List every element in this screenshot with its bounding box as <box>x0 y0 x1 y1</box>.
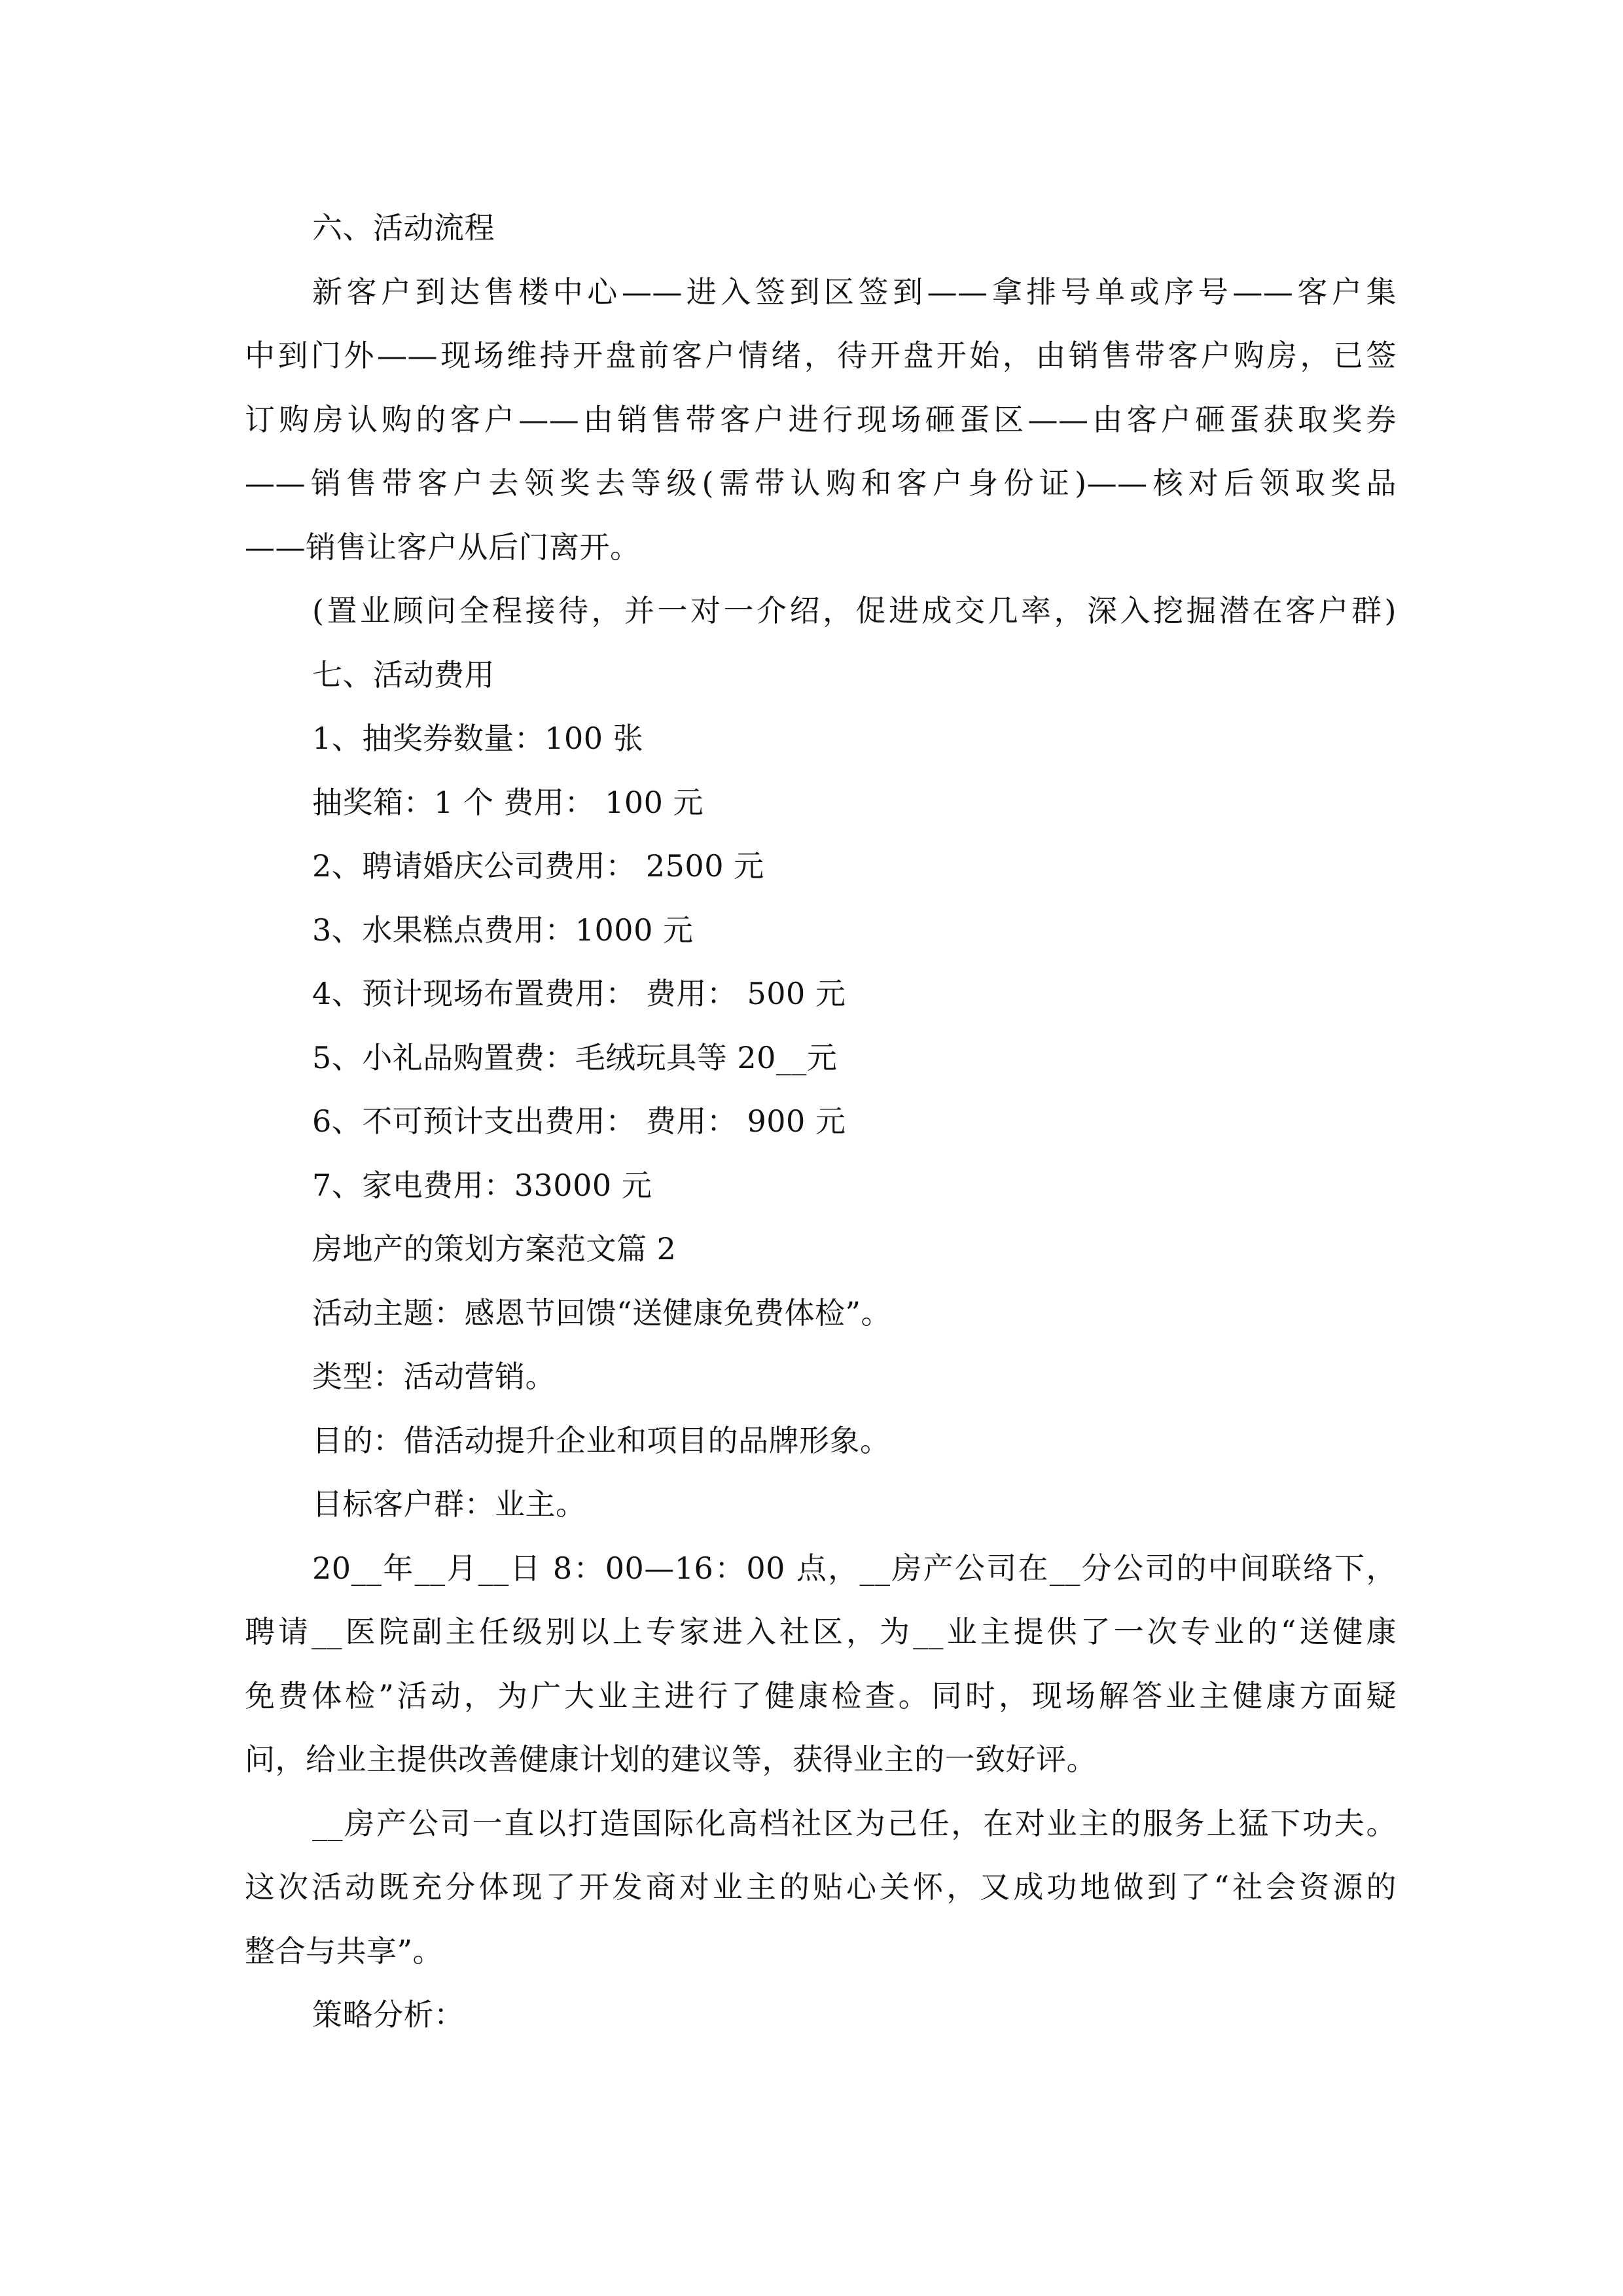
target-customers: 目标客户群：业主。 <box>312 1486 586 1522</box>
paragraph-line: 免费体检”活动，为广大业主进行了健康检查。同时，现场解答业主健康方面疑 <box>245 1677 1397 1713</box>
cost-item: 5、小礼品购置费：毛绒玩具等 20__元 <box>312 1039 838 1075</box>
cost-item: 1、抽奖券数量：100 张 <box>312 721 644 756</box>
activity-type: 类型：活动营销。 <box>312 1359 556 1394</box>
cost-item: 7、家电费用：33000 元 <box>312 1167 652 1203</box>
cost-item: 抽奖箱：1 个 费用： 100 元 <box>312 784 704 820</box>
cost-item: 2、聘请婚庆公司费用： 2500 元 <box>312 848 764 884</box>
paragraph-line: 这次活动既充分体现了开发商对业主的贴心关怀，又成功地做到了“社会资源的 <box>245 1869 1397 1905</box>
paragraph-line: 中到门外——现场维持开盘前客户情绪，待开盘开始，由销售带客户购房，已签 <box>245 338 1397 373</box>
section-heading-strategy-analysis: 策略分析： <box>312 1997 465 2032</box>
activity-theme: 活动主题：感恩节回馈“送健康免费体检”。 <box>312 1295 892 1331</box>
paragraph-line: 订购房认购的客户——由销售带客户进行现场砸蛋区——由客户砸蛋获取奖券 <box>245 401 1397 437</box>
paragraph-line: 20__年__月__日 8：00—16：00 点，__房产公司在__分公司的中间联络下， <box>312 1550 1397 1586</box>
cost-item: 3、水果糕点费用：1000 元 <box>312 912 694 948</box>
paragraph-line: 整合与共享”。 <box>245 1933 444 1969</box>
paragraph-line: (置业顾问全程接待，并一对一介绍，促进成交几率，深入挖掘潜在客户群) <box>312 593 1397 628</box>
article-title: 房地产的策划方案范文篇 2 <box>312 1231 677 1266</box>
paragraph-line: 聘请__医院副主任级别以上专家进入社区，为__业主提供了一次专业的“送健康 <box>245 1614 1397 1649</box>
document-body <box>245 196 1397 2047</box>
paragraph-line: ——销售让客户从后门离开。 <box>245 529 641 565</box>
cost-item: 4、预计现场布置费用： 费用： 500 元 <box>312 976 846 1011</box>
paragraph-line: 新客户到达售楼中心——进入签到区签到——拿排号单或序号——客户集 <box>312 274 1397 310</box>
section-heading-activity-process: 六、活动流程 <box>312 210 495 245</box>
paragraph-line: 问，给业主提供改善健康计划的建议等，获得业主的一致好评。 <box>245 1742 1097 1777</box>
activity-purpose: 目的：借活动提升企业和项目的品牌形象。 <box>312 1422 891 1458</box>
paragraph-line: ——销售带客户去领奖去等级(需带认购和客户身份证)——核对后领取奖品 <box>245 465 1397 501</box>
cost-item: 6、不可预计支出费用： 费用： 900 元 <box>312 1103 846 1139</box>
paragraph-line: __房产公司一直以打造国际化高档社区为己任，在对业主的服务上猛下功夫。 <box>312 1805 1397 1841</box>
section-heading-activity-cost: 七、活动费用 <box>312 656 495 692</box>
